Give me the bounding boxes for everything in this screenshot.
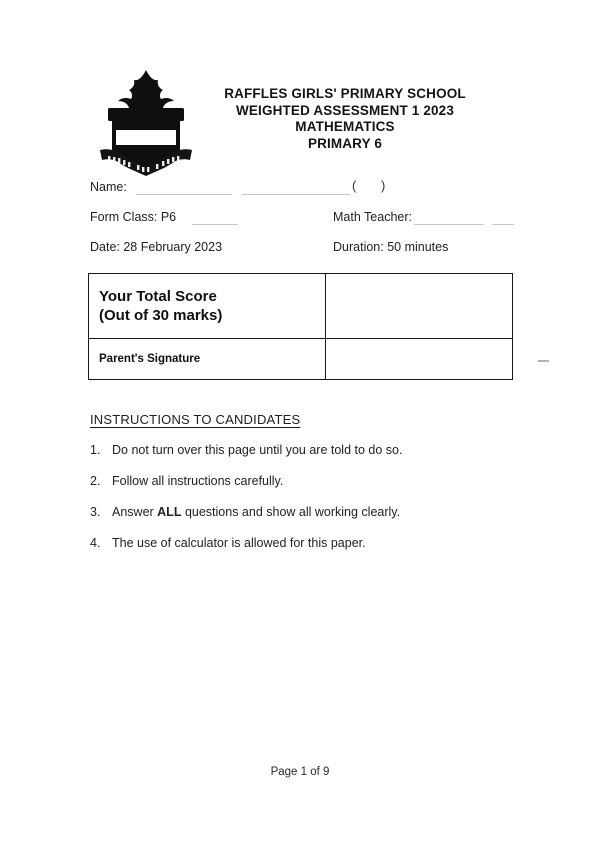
page-footer: Page 1 of 9	[270, 766, 330, 778]
list-item	[90, 474, 520, 505]
math-teacher-input-line-1[interactable]	[414, 224, 484, 225]
instruction-text-before: Answer	[112, 505, 158, 519]
instruction-number: 4.	[90, 536, 101, 550]
instruction-text: Follow all instructions carefully.	[112, 474, 284, 488]
form-class-row	[90, 210, 520, 240]
name-input-line-1[interactable]	[136, 194, 232, 195]
form-class-input-line[interactable]	[192, 224, 238, 225]
instruction-number: 2.	[90, 474, 101, 488]
instruction-emphasis: ALL	[157, 505, 182, 519]
math-teacher-input-line-2[interactable]	[492, 224, 514, 225]
math-teacher-label: Math Teacher:	[333, 210, 412, 224]
subject-name: MATHEMATICS	[295, 119, 395, 134]
list-item	[90, 443, 520, 474]
total-score-label: Your Total Score	[99, 288, 217, 305]
assessment-name: WEIGHTED ASSESSMENT 1 2023	[236, 102, 454, 118]
total-score-value-cell[interactable]	[326, 274, 512, 338]
index-number-close-paren: )	[381, 178, 386, 193]
instructions-heading: INSTRUCTIONS TO CANDIDATES	[90, 412, 301, 427]
date-label: Date: 28 February 2023	[90, 240, 223, 254]
form-class-label: Form Class: P6	[90, 210, 177, 224]
name-row	[90, 180, 520, 210]
total-score-max-label: (Out of 30 marks)	[99, 307, 223, 324]
duration-label: Duration: 50 minutes	[333, 240, 449, 254]
list-item	[90, 505, 520, 536]
parent-signature-label: Parent's Signature	[99, 353, 201, 365]
instruction-text-after: questions and show all working clearly.	[181, 505, 401, 519]
instructions-list	[90, 443, 520, 567]
candidate-fields	[90, 180, 520, 270]
parent-signature-value-cell[interactable]	[326, 339, 512, 379]
parent-signature-label-cell	[89, 339, 326, 379]
school-name: RAFFLES GIRLS' PRIMARY SCHOOL	[224, 86, 466, 101]
total-score-label-cell	[89, 274, 326, 338]
parent-signature-row	[89, 338, 512, 379]
instruction-text: Do not turn over this page until you are told to do so.	[112, 443, 403, 457]
instruction-number: 3.	[90, 505, 101, 519]
instruction-number: 1.	[90, 443, 101, 457]
index-number-open-paren: (	[352, 178, 357, 193]
date-duration-row	[90, 240, 520, 270]
instruction-text	[112, 505, 400, 519]
total-score-row	[89, 274, 512, 338]
school-crest-icon	[98, 68, 194, 176]
scan-artifact-mark	[538, 360, 549, 362]
level-name: PRIMARY 6	[307, 135, 383, 151]
name-input-line-2[interactable]	[242, 194, 350, 195]
instruction-text: The use of calculator is allowed for this paper.	[112, 536, 366, 550]
name-label: Name:	[90, 180, 127, 194]
score-table	[88, 273, 513, 380]
exam-title-block	[190, 86, 500, 152]
document-header	[90, 66, 510, 178]
list-item	[90, 536, 520, 567]
